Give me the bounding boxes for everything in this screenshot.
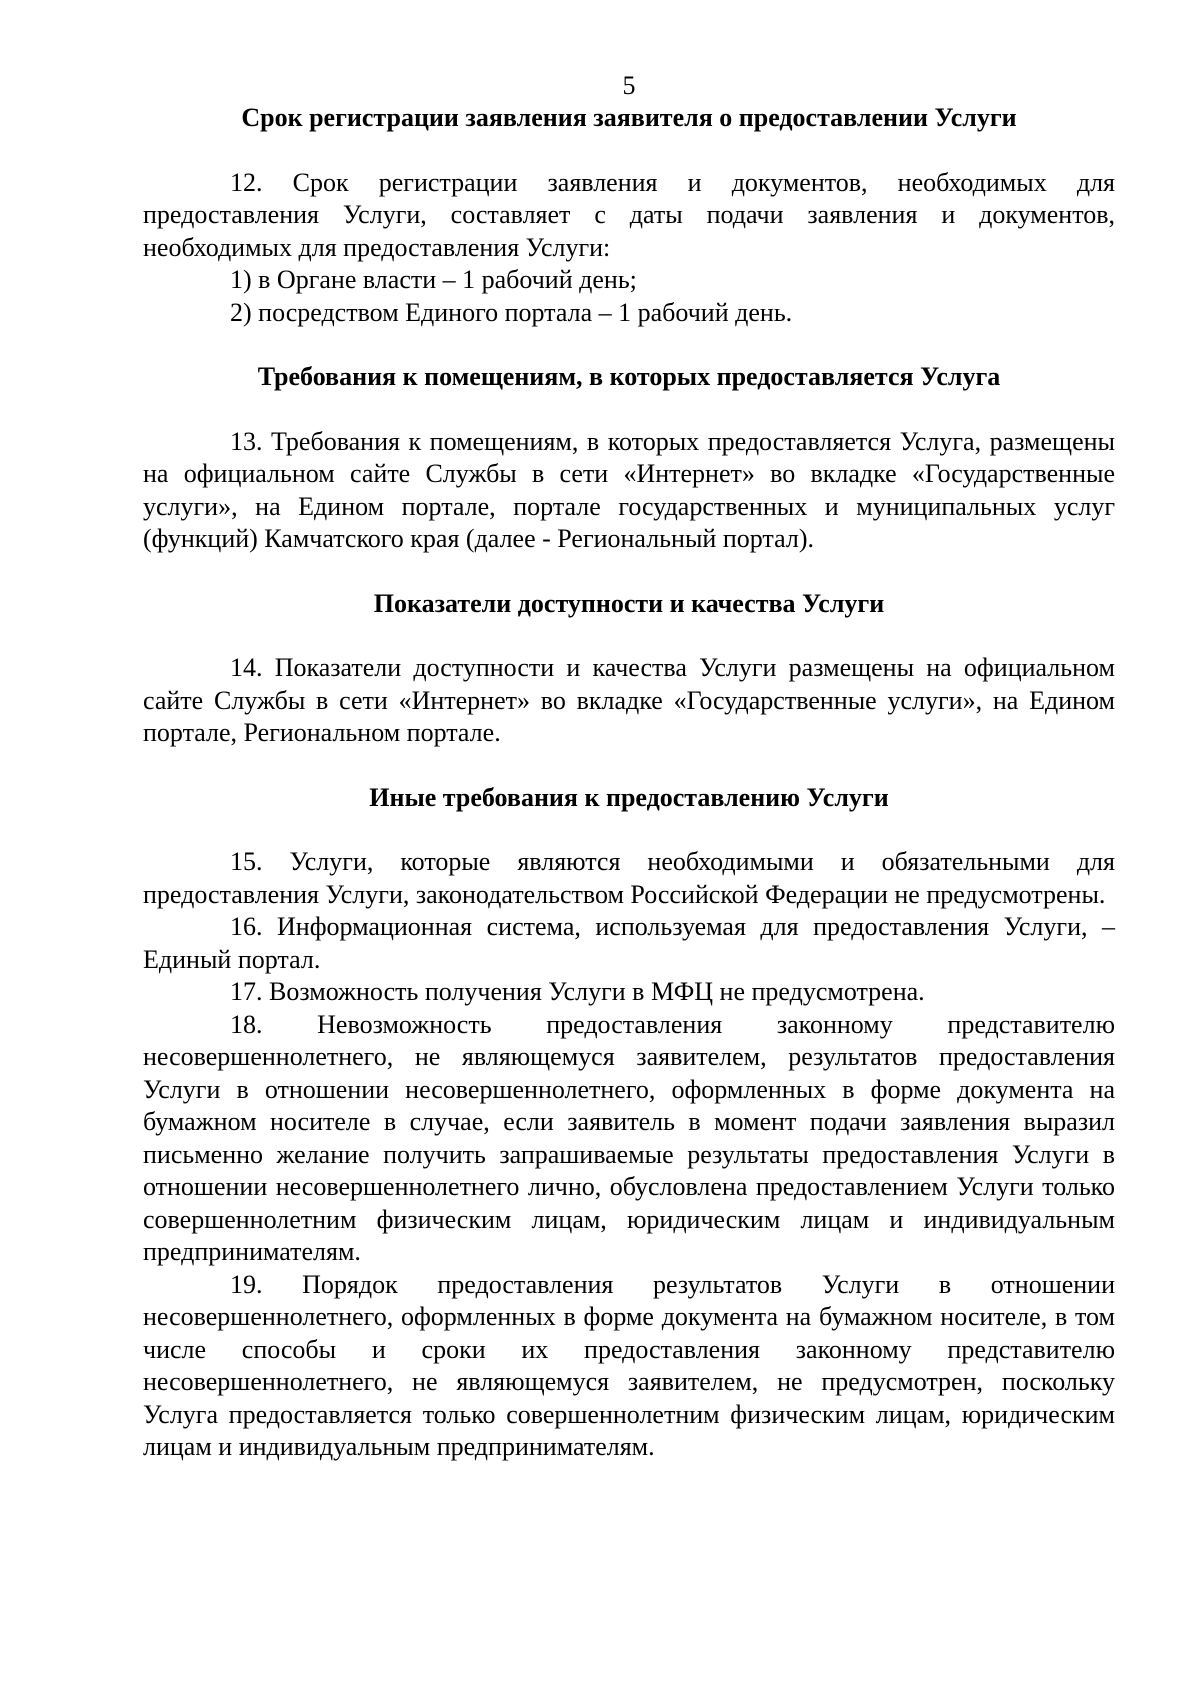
section-title-other-requirements: Иные требования к предоставлению Услуги [369, 782, 889, 812]
paragraph-16: 16. Информационная система, используемая для предоставления Услуги, – Единый портал. [143, 912, 1115, 974]
section-title-premises: Требования к помещениям, в которых предоставляется Услуга [257, 362, 1001, 391]
page-number: 5 [622, 71, 636, 100]
paragraph-19: 19. Порядок предоставления результатов Услуги в отношении несовершеннолетнего, оформленных в форме документа на бумажном носителе, в том числе способы и сроки их предоставления законному представителю несовершеннолетнего, не являющемуся заявителем, не предусмотрен, поскольку Услуга предоставляется только совершеннолетним физическим лицам, юридическим лицам и индивидуальным предпринимателям. [143, 1269, 1115, 1461]
paragraph-14: 14. Показатели доступности и качества Услуги размещены на официальном сайте Службы в сети «Интернет» во вкладке «Государственные услуги», на Едином портале, Региональном портале. [143, 653, 1115, 747]
paragraph-13: 13. Требования к помещениям, в которых предоставляется Услуга, размещены на официальном сайте Службы в сети «Интернет» во вкладке «Государственные услуги», на Едином портале, портале государственных и муниципальных услуг (функций) Камчатского края (далее - Региональный портал). [143, 426, 1115, 553]
section-title-quality-indicators: Показатели доступности и качества Услуги [373, 588, 885, 618]
paragraph-12: 12. Срок регистрации заявления и документов, необходимых для предоставления Услуги, составляет с даты подачи заявления и документов, необходимых для предоставления Услуги: [143, 167, 1115, 262]
section-title-registration: Срок регистрации заявления заявителя о предоставлении Услуги [241, 103, 1017, 132]
paragraph-12-item-1: 1) в Органе власти – 1 рабочий день; [230, 265, 637, 294]
paragraph-18: 18. Невозможность предоставления законному представителю несовершеннолетнего, не являющемуся заявителем, результатов предоставления Услуги в отношении несовершеннолетнего, оформленных в форме документа на бумажном носителе в случае, если заявитель в момент подачи заявления выразил письменно желание получить запрашиваемые результаты предоставления Услуги в отношении несовершеннолетнего лично, обусловлена предоставлением Услуги только совершеннолетним физическим лицам, юридическим лицам и индивидуальным предпринимателям. [143, 1009, 1115, 1266]
paragraph-12-item-2: 2) посредством Единого портала – 1 рабочий день. [230, 297, 793, 327]
paragraph-15: 15. Услуги, которые являются необходимыми и обязательными для предоставления Услуги, законодательством Российской Федерации не предусмотрены. [143, 847, 1115, 909]
paragraph-17: 17. Возможность получения Услуги в МФЦ не предусмотрена. [230, 977, 925, 1006]
document-page [143, 70, 1115, 1464]
